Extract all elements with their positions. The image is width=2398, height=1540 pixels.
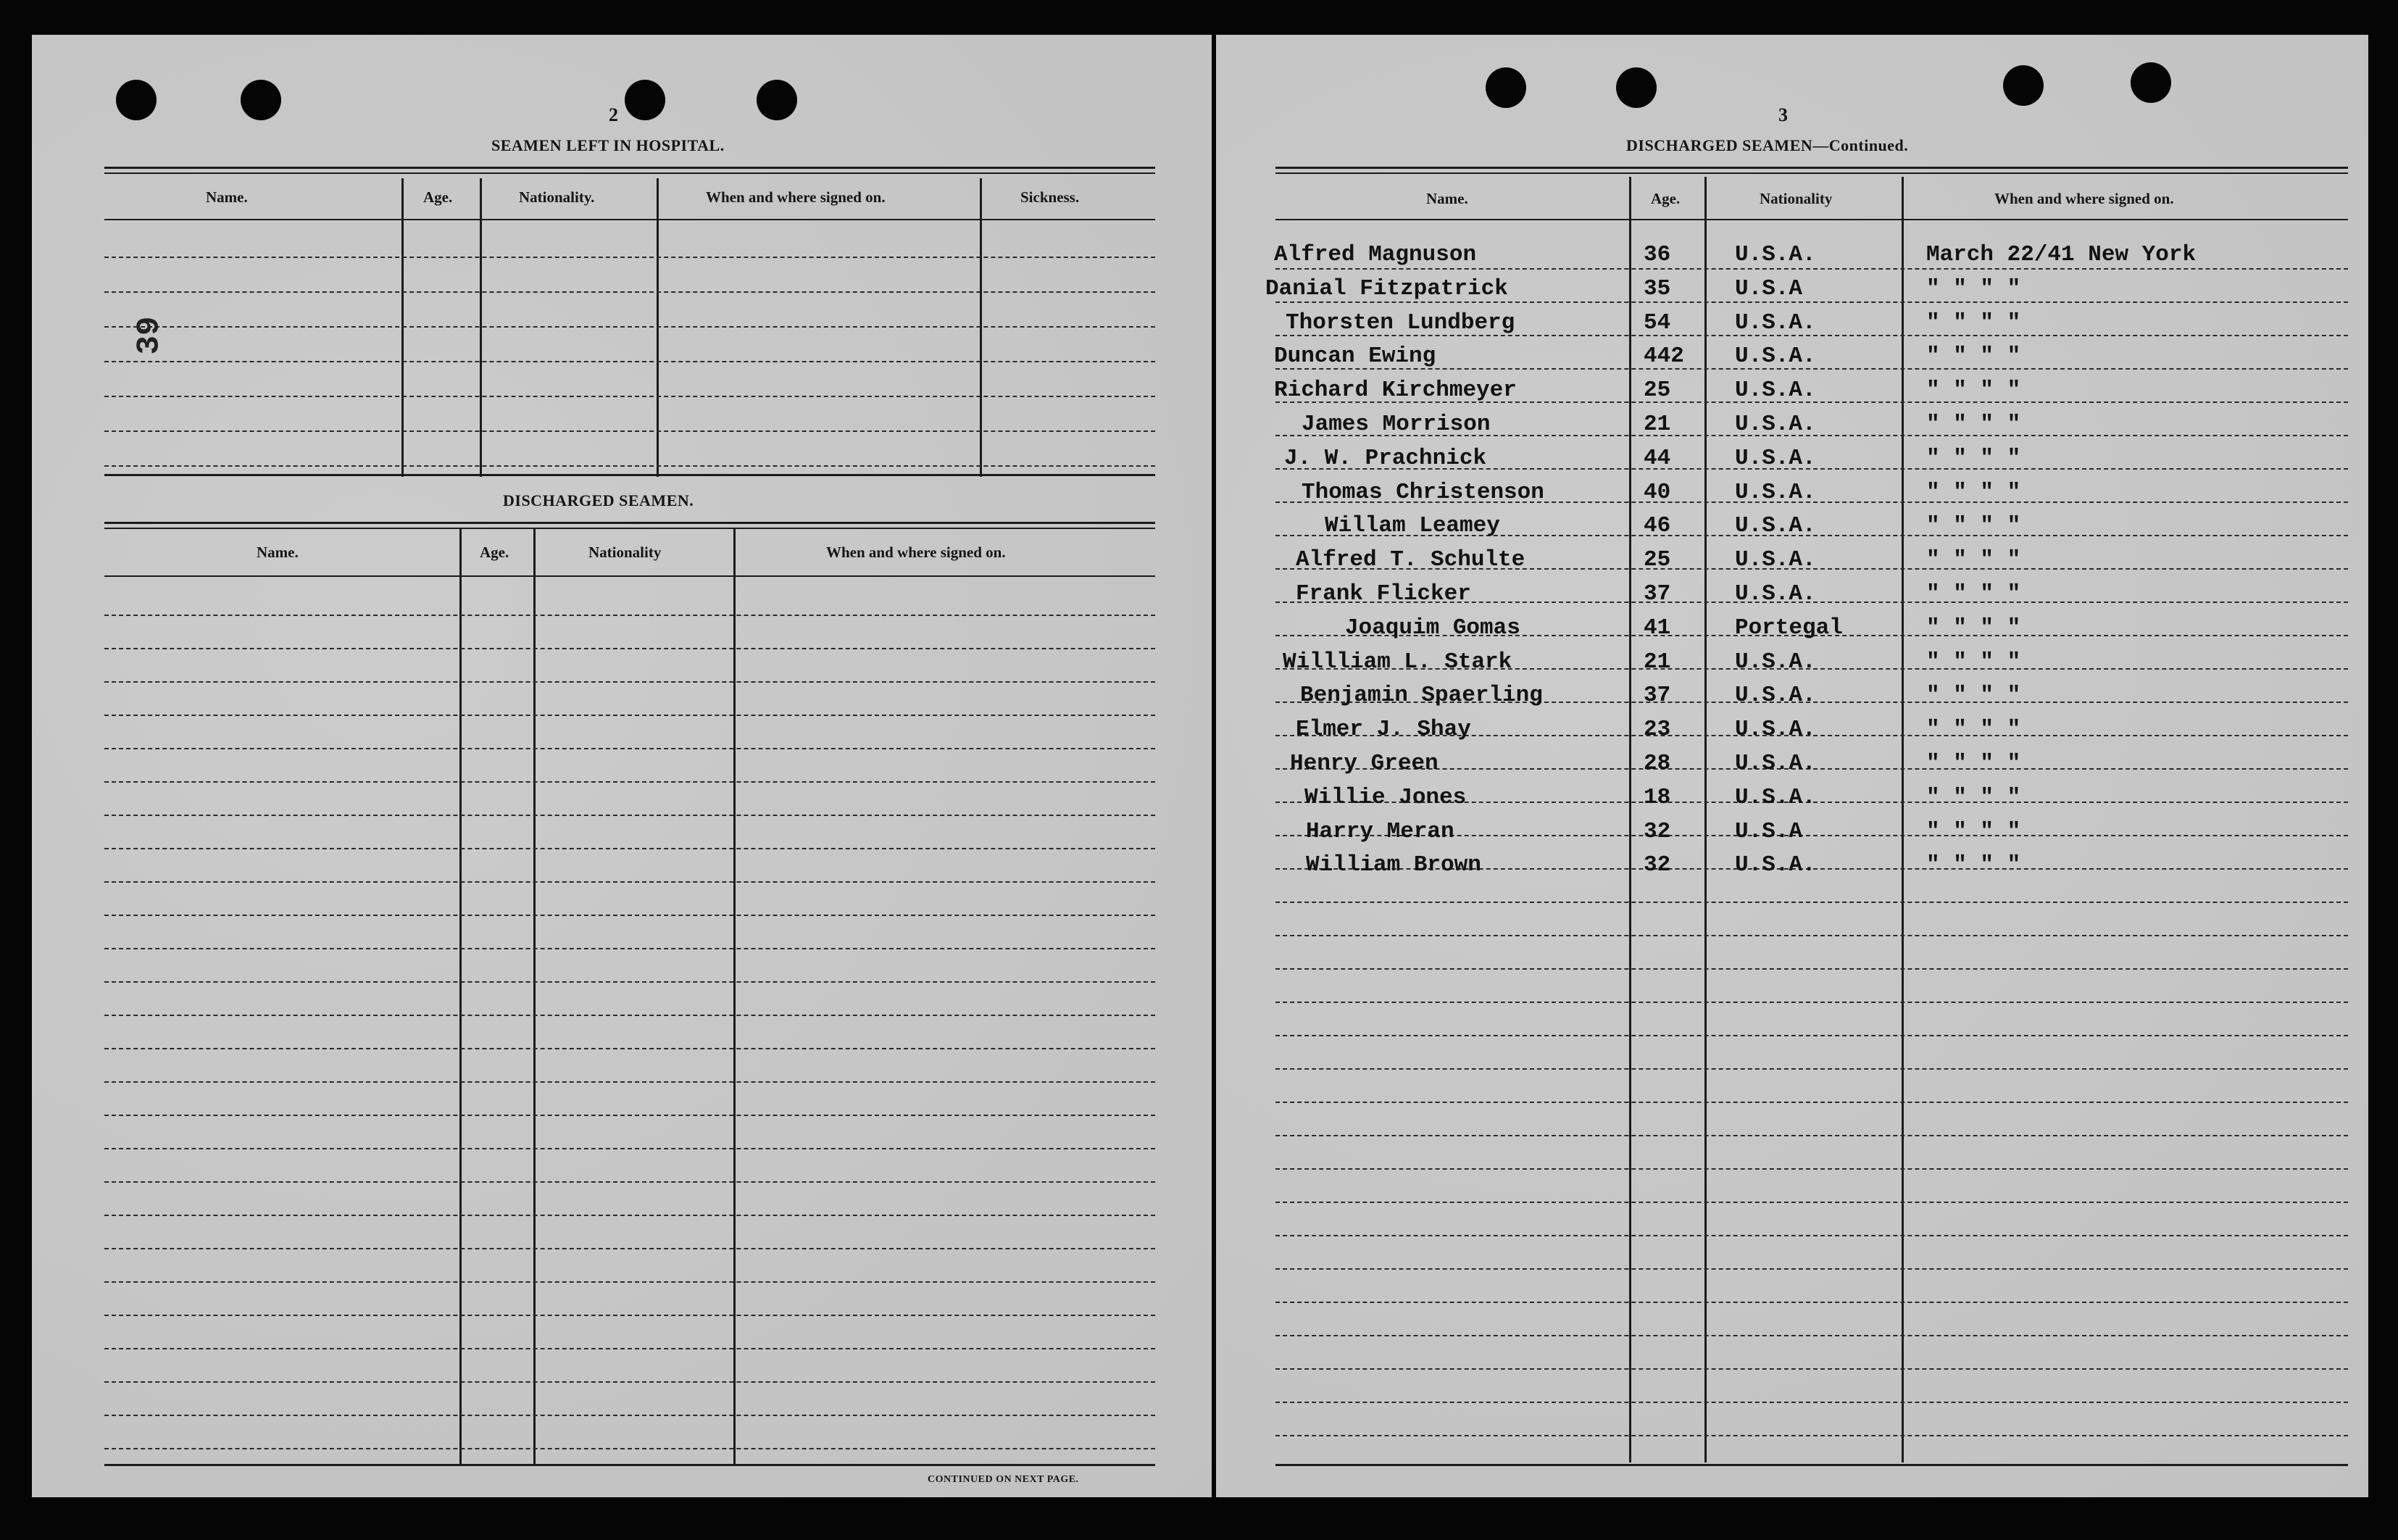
seaman-nationality: U.S.A. <box>1735 784 1816 810</box>
row-line <box>104 1381 1155 1383</box>
row-line <box>104 361 1155 362</box>
seaman-signed-on: " " " " <box>1926 378 2021 404</box>
seaman-name: Thomas Christenson <box>1302 479 1544 505</box>
punch-hole <box>625 80 665 120</box>
col-header-age: Age. <box>423 188 453 206</box>
seaman-name: J. W. Prachnick <box>1284 445 1487 471</box>
seaman-nationality: U.S.A. <box>1735 412 1816 437</box>
seaman-signed-on: " " " " <box>1926 479 2021 505</box>
seaman-signed-on: " " " " <box>1926 649 2021 675</box>
row-line <box>104 848 1155 849</box>
right-page <box>1216 35 2368 1497</box>
seaman-name: Thorsten Lundberg <box>1286 309 1515 336</box>
seaman-nationality: U.S.A <box>1735 818 1803 844</box>
left-page <box>32 35 1212 1497</box>
table-top-rule <box>1275 172 2348 174</box>
seaman-age: 23 <box>1644 717 1671 743</box>
seaman-signed-on: " " " " <box>1926 581 2021 607</box>
section-rule <box>104 474 1155 476</box>
row-line <box>104 1115 1155 1116</box>
row-line <box>104 648 1155 649</box>
row-line <box>1275 1235 2348 1236</box>
table-top-rule <box>104 167 1155 169</box>
row-line <box>104 948 1155 949</box>
seaman-signed-on: " " " " <box>1926 852 2021 878</box>
seaman-nationality: U.S.A. <box>1735 581 1816 607</box>
column-divider <box>459 529 462 1465</box>
seaman-nationality: U.S.A. <box>1735 242 1816 267</box>
seaman-name: Danial Fitzpatrick <box>1265 275 1508 301</box>
seaman-nationality: U.S.A. <box>1735 378 1816 404</box>
row-line <box>104 1015 1155 1016</box>
seaman-name: Frank Flicker <box>1296 581 1471 607</box>
row-line <box>104 1315 1155 1316</box>
punch-hole <box>241 80 281 120</box>
seaman-age: 28 <box>1644 751 1671 776</box>
seaman-name: Willliam L. Stark <box>1283 649 1512 675</box>
seaman-age: 21 <box>1644 412 1671 437</box>
discharged-section-title: DISCHARGED SEAMEN. <box>503 491 694 509</box>
seaman-signed-on: " " " " <box>1926 344 2021 370</box>
seaman-age: 32 <box>1644 852 1671 878</box>
row-line <box>1275 1002 2348 1003</box>
col-header-sickness: Sickness. <box>1020 188 1080 206</box>
seaman-nationality: Portegal <box>1735 615 1843 641</box>
row-line <box>104 1248 1155 1249</box>
seaman-signed-on: " " " " <box>1926 547 2021 573</box>
row-line <box>1275 301 2348 303</box>
col-header-signed-on: When and where signed on. <box>1994 190 2174 207</box>
row-line <box>1275 902 2348 903</box>
seaman-age: 18 <box>1644 784 1671 810</box>
seaman-age: 44 <box>1644 445 1671 471</box>
seaman-age: 32 <box>1644 818 1671 844</box>
row-line <box>1275 1435 2348 1436</box>
page-number: 2 <box>609 104 618 125</box>
col-header-name: Name. <box>206 188 248 206</box>
seaman-signed-on: " " " " <box>1926 683 2021 709</box>
row-line <box>1275 1168 2348 1170</box>
row-line <box>104 1415 1155 1416</box>
column-divider <box>733 529 736 1465</box>
seaman-nationality: U.S.A. <box>1735 751 1816 776</box>
col-header-name: Name. <box>1426 190 1468 207</box>
seaman-age: 41 <box>1644 615 1671 641</box>
row-line <box>104 291 1155 293</box>
seaman-signed-on: " " " " <box>1926 412 2021 437</box>
seaman-nationality: U.S.A. <box>1735 717 1816 743</box>
row-line <box>104 981 1155 983</box>
row-line <box>1275 1335 2348 1336</box>
seaman-name: James Morrison <box>1302 412 1491 437</box>
seaman-age: 46 <box>1644 513 1671 539</box>
row-line <box>104 1048 1155 1049</box>
header-bottom-rule <box>1275 219 2348 220</box>
seaman-signed-on: " " " " <box>1926 309 2021 336</box>
seaman-age: 442 <box>1644 344 1684 370</box>
handwritten-mark: 39 <box>131 316 168 355</box>
table-top-rule <box>104 172 1155 174</box>
row-line <box>1275 1135 2348 1136</box>
seaman-nationality: U.S.A. <box>1735 309 1816 336</box>
row-line <box>104 465 1155 467</box>
seaman-signed-on: March 22/41 New York <box>1926 242 2197 267</box>
seaman-nationality: U.S.A. <box>1735 479 1816 505</box>
seaman-nationality: U.S.A. <box>1735 852 1816 878</box>
page-title: DISCHARGED SEAMEN—Continued. <box>1626 136 1909 154</box>
page-number: 3 <box>1778 104 1788 125</box>
row-line <box>104 1348 1155 1349</box>
seaman-name: Duncan Ewing <box>1274 344 1436 370</box>
row-line <box>104 326 1155 328</box>
row-line <box>104 781 1155 783</box>
row-line <box>104 1215 1155 1216</box>
seaman-name: Joaquim Gomas <box>1345 615 1520 641</box>
punch-hole <box>1616 67 1657 108</box>
seaman-signed-on: " " " " <box>1926 717 2021 743</box>
seaman-name: Alfred Magnuson <box>1274 242 1477 267</box>
row-line <box>104 1181 1155 1183</box>
header-bottom-rule <box>104 219 1155 220</box>
punch-hole <box>2131 62 2171 103</box>
header-bottom-rule <box>104 575 1155 577</box>
column-divider <box>980 178 982 477</box>
seaman-age: 37 <box>1644 581 1671 607</box>
row-line <box>104 1448 1155 1449</box>
col-header-nationality: Nationality <box>588 544 662 561</box>
row-line <box>1275 268 2348 270</box>
punch-hole <box>116 80 157 120</box>
seaman-age: 25 <box>1644 378 1671 404</box>
seaman-name: Willie Jones <box>1304 784 1467 810</box>
hospital-section-title: SEAMEN LEFT IN HOSPITAL. <box>491 136 725 154</box>
punch-hole <box>1486 67 1526 108</box>
table-top-rule <box>104 522 1155 524</box>
seaman-age: 36 <box>1644 242 1671 267</box>
row-line <box>104 1081 1155 1083</box>
row-line <box>104 881 1155 883</box>
seaman-age: 40 <box>1644 479 1671 505</box>
seaman-age: 54 <box>1644 309 1671 336</box>
row-line <box>1275 1302 2348 1303</box>
row-line <box>104 681 1155 683</box>
seaman-age: 35 <box>1644 275 1671 301</box>
seaman-nationality: U.S.A. <box>1735 513 1816 539</box>
row-line <box>104 715 1155 716</box>
row-line <box>1275 935 2348 936</box>
seaman-name: Harry Meran <box>1306 818 1454 844</box>
seaman-name: Richard Kirchmeyer <box>1274 378 1517 404</box>
table-bottom-rule <box>1275 1464 2348 1466</box>
column-divider <box>533 529 536 1465</box>
seaman-signed-on: " " " " <box>1926 784 2021 810</box>
seaman-nationality: U.S.A. <box>1735 649 1816 675</box>
col-header-nationality: Nationality. <box>519 188 595 206</box>
punch-hole <box>2003 65 2044 106</box>
row-line <box>104 748 1155 749</box>
col-header-signed-on: When and where signed on. <box>706 188 886 206</box>
seaman-age: 21 <box>1644 649 1671 675</box>
table-bottom-rule <box>104 1464 1155 1466</box>
column-divider <box>401 178 404 477</box>
row-line <box>1275 1202 2348 1203</box>
row-line <box>104 1281 1155 1283</box>
col-header-signed-on: When and where signed on. <box>826 544 1006 561</box>
seaman-name: Willam Leamey <box>1325 513 1500 539</box>
seaman-name: Benjamin Spaerling <box>1300 683 1543 709</box>
seaman-nationality: U.S.A. <box>1735 683 1816 709</box>
seaman-signed-on: " " " " <box>1926 751 2021 776</box>
seaman-age: 37 <box>1644 683 1671 709</box>
seaman-signed-on: " " " " <box>1926 445 2021 471</box>
column-divider <box>657 178 659 477</box>
seaman-signed-on: " " " " <box>1926 275 2021 301</box>
row-line <box>104 430 1155 432</box>
seaman-nationality: U.S.A. <box>1735 547 1816 573</box>
seaman-name: Elmer J. Shay <box>1296 717 1471 743</box>
row-line <box>1275 1268 2348 1270</box>
col-header-age: Age. <box>480 544 509 561</box>
row-line <box>1275 1102 2348 1103</box>
row-line <box>104 257 1155 258</box>
row-line <box>1275 1035 2348 1036</box>
seaman-age: 25 <box>1644 547 1671 573</box>
row-line <box>104 1148 1155 1149</box>
seaman-signed-on: " " " " <box>1926 818 2021 844</box>
seaman-signed-on: " " " " <box>1926 615 2021 641</box>
seaman-name: Henry Green <box>1290 751 1439 776</box>
seaman-name: William Brown <box>1306 852 1481 878</box>
seaman-nationality: U.S.A. <box>1735 445 1816 471</box>
row-line <box>104 396 1155 397</box>
seaman-signed-on: " " " " <box>1926 513 2021 539</box>
table-top-rule <box>1275 167 2348 169</box>
column-divider <box>480 178 482 477</box>
seaman-name: Alfred T. Schulte <box>1296 547 1525 573</box>
row-line <box>1275 968 2348 970</box>
seaman-nationality: U.S.A. <box>1735 344 1816 370</box>
row-line <box>1275 1068 2348 1070</box>
col-header-age: Age. <box>1651 190 1681 207</box>
row-line <box>1275 1402 2348 1403</box>
table-top-rule <box>104 528 1155 529</box>
col-header-nationality: Nationality <box>1760 190 1833 207</box>
row-line <box>104 615 1155 616</box>
continued-note: CONTINUED ON NEXT PAGE. <box>928 1474 1079 1485</box>
row-line <box>104 915 1155 916</box>
seaman-nationality: U.S.A <box>1735 275 1803 301</box>
punch-hole <box>757 80 797 120</box>
row-line <box>104 815 1155 816</box>
col-header-name: Name. <box>257 544 299 561</box>
row-line <box>1275 1368 2348 1370</box>
